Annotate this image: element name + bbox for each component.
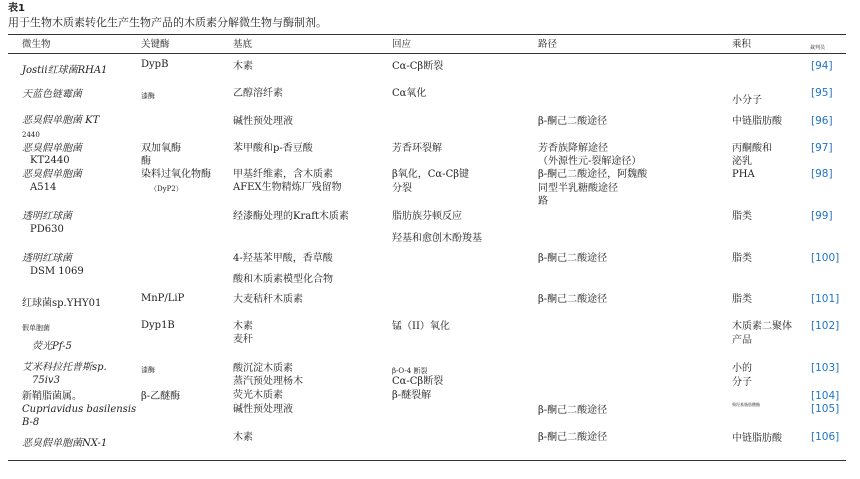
table-label: 表1 [8, 3, 25, 14]
row-101-substrate: 大麦秸秆木质素 [233, 294, 303, 305]
row-98-reaction: β氧化，Cα-Cβ键 [392, 169, 469, 180]
header-ref: 裁判员 [810, 45, 826, 51]
row-104-organism: 新鞘脂菌属。 [22, 391, 82, 402]
row-104-ref-link[interactable]: [104] [811, 390, 840, 402]
row-99-organism-line2: PD630 [30, 224, 64, 235]
row-96-organism-line2: 2440 [22, 131, 40, 139]
row-101-organism: 红球菌sp.YHY01 [22, 298, 102, 309]
row-96-substrate: 碱性预处理液 [233, 116, 293, 127]
row-98-pathway: β-酮己二酸途径，阿魏酸 [538, 169, 648, 180]
row-97-pathway-line2: （外源性元-裂解途径） [538, 156, 642, 167]
row-102-substrate: 木素 [233, 321, 253, 332]
row-96-product: 中链脂肪酸 [732, 116, 782, 127]
header-organism: 微生物 [22, 39, 51, 50]
row-104-reaction: β-醚裂解 [392, 390, 432, 401]
row-102-substrate-line2: 麦秆 [233, 334, 253, 345]
row-101-enzyme: MnP/LiP [141, 293, 185, 304]
row-97-substrate: 苯甲酸和p-香豆酸 [233, 143, 313, 154]
row-98-ref-link[interactable]: [98] [811, 168, 833, 180]
row-103-substrate-line2: 蒸汽预处理杨木 [233, 376, 303, 387]
row-98-enzyme: 染料过氧化物酶 [141, 169, 211, 180]
row-98-reaction-line2: 分裂 [392, 183, 412, 194]
header-reaction: 回应 [392, 39, 412, 50]
row-97-pathway: 芳香族降解途径 [538, 143, 608, 154]
row-96-organism: 恶臭假单胞菌 KT [22, 115, 100, 126]
table-title-block [8, 2, 327, 30]
row-103-product-line2: 分子 [732, 377, 752, 388]
row-103-substrate: 酸沉淀木质素 [233, 363, 293, 374]
row-97-organism: 恶臭假单胞菌 [22, 143, 82, 154]
row-100-substrate: 4-羟基苯甲酸，香草酸 [233, 253, 333, 264]
row-94-organism: Jostii红球菌RHA1 [22, 65, 108, 76]
table-caption: 用于生物木质素转化生产生物产品的木质素分解微生物与酶制剂。 [8, 16, 327, 29]
row-95-enzyme: 漆酶 [141, 92, 155, 100]
row-102-organism: 假单胞菌 [22, 324, 50, 332]
row-103-reaction: β-O-4 断裂 [392, 367, 428, 375]
row-105-ref-link[interactable]: [105] [811, 403, 840, 415]
row-100-pathway: β-酮己二酸途径 [538, 253, 608, 264]
row-103-ref-link[interactable]: [103] [811, 362, 840, 374]
row-98-organism: 恶臭假单胞菌 [22, 169, 82, 180]
row-102-product-line2: 产品 [732, 335, 752, 346]
row-104-enzyme: β-乙醚酶 [141, 391, 181, 402]
row-99-organism: 透明红球菌 [22, 211, 72, 222]
header-enzyme: 关键酶 [141, 39, 170, 50]
table-header-rule [8, 53, 846, 54]
row-97-organism-line2: KT2440 [30, 155, 70, 166]
row-105-substrate: 碱性预处理液 [233, 404, 293, 415]
row-106-organism: 恶臭假单胞菌NX-1 [22, 438, 108, 449]
row-106-substrate: 木素 [233, 432, 253, 443]
row-102-reaction: 锰（II）氧化 [392, 321, 450, 332]
row-94-ref-link[interactable]: [94] [811, 60, 833, 72]
row-96-ref-link[interactable]: [96] [811, 115, 833, 127]
row-105-pathway: β-酮己二酸途径 [538, 405, 608, 416]
row-102-organism-line2: 荧光Pf-5 [32, 341, 72, 352]
header-pathway: 路径 [538, 39, 558, 50]
row-99-ref-link[interactable]: [99] [811, 210, 833, 222]
row-94-substrate: 木素 [233, 61, 253, 72]
row-94-reaction: Cα-Cβ断裂 [392, 61, 444, 72]
row-102-product: 木质素二聚体 [732, 321, 792, 332]
row-97-ref-link[interactable]: [97] [811, 142, 833, 154]
row-95-organism: 天蓝色链霉菌 [22, 89, 82, 100]
row-106-product: 中链脂肪酸 [732, 433, 782, 444]
row-97-product-line2: 泌乳 [732, 156, 752, 167]
row-100-substrate-line2: 酸和木质素模型化合物 [233, 274, 333, 285]
table-bottom-rule [8, 460, 846, 461]
row-106-pathway: β-酮己二酸途径 [538, 432, 608, 443]
row-105-organism-line2: B-8 [22, 417, 40, 428]
row-103-reaction-line2: Cα-Cβ断裂 [392, 376, 444, 387]
row-97-product: 丙酮酸和 [732, 143, 772, 154]
row-98-pathway-line2: 同型半乳糖酸途径 [538, 183, 618, 194]
row-98-product: PHA [732, 169, 755, 180]
row-103-product: 小的 [732, 363, 752, 374]
row-97-enzyme-line2: 酶 [141, 156, 151, 167]
row-103-enzyme: 漆酶 [141, 366, 155, 374]
row-101-product: 脂类 [732, 294, 752, 305]
row-98-pathway-line3: 路 [538, 196, 548, 207]
row-100-ref-link[interactable]: [100] [811, 252, 840, 264]
row-101-pathway: β-酮己二酸途径 [538, 294, 608, 305]
row-98-organism-line2: A514 [30, 182, 57, 193]
table-top-rule [8, 34, 846, 35]
row-105-product: 聚羟基脂肪酸酯 [732, 402, 760, 407]
row-103-organism-line2: 75iv3 [32, 375, 60, 386]
row-104-substrate: 荧光木质素 [233, 390, 283, 401]
row-98-enzyme-line2: （DyP2） [150, 185, 183, 193]
row-99-reaction-line2: 羟基和愈创木酚羧基 [392, 233, 482, 244]
row-95-ref-link[interactable]: [95] [811, 87, 833, 99]
row-99-reaction: 脂肪族芬顿反应 [392, 211, 462, 222]
row-106-ref-link[interactable]: [106] [811, 431, 840, 443]
row-102-ref-link[interactable]: [102] [811, 320, 840, 332]
row-105-organism: Cupriavidus basilensis [22, 404, 137, 415]
row-94-enzyme: DypB [141, 59, 169, 70]
row-99-product: 脂类 [732, 211, 752, 222]
row-96-pathway: β-酮己二酸途径 [538, 116, 608, 127]
row-102-enzyme: Dyp1B [141, 320, 175, 331]
header-product: 乘积 [732, 39, 752, 50]
row-100-organism: 透明红球菌 [22, 253, 72, 264]
row-97-enzyme: 双加氧酶 [141, 143, 181, 154]
row-95-reaction: Cα氧化 [392, 88, 427, 99]
row-95-product: 小分子 [732, 95, 762, 106]
row-103-organism: 艾米科拉托普斯sp. [22, 362, 107, 373]
row-99-substrate: 经漆酶处理的Kraft木质素 [233, 211, 349, 222]
row-100-organism-line2: DSM 1069 [30, 266, 84, 277]
row-100-product: 脂类 [732, 253, 752, 264]
row-101-ref-link[interactable]: [101] [811, 293, 840, 305]
row-95-substrate: 乙醇溶纤素 [233, 88, 283, 99]
row-98-substrate-line2: AFEX生物精炼厂残留物 [233, 182, 342, 193]
header-substrate: 基底 [233, 39, 253, 50]
row-98-substrate: 甲基纤维素，含木质素 [233, 169, 333, 180]
row-97-reaction: 芳香环裂解 [392, 143, 442, 154]
